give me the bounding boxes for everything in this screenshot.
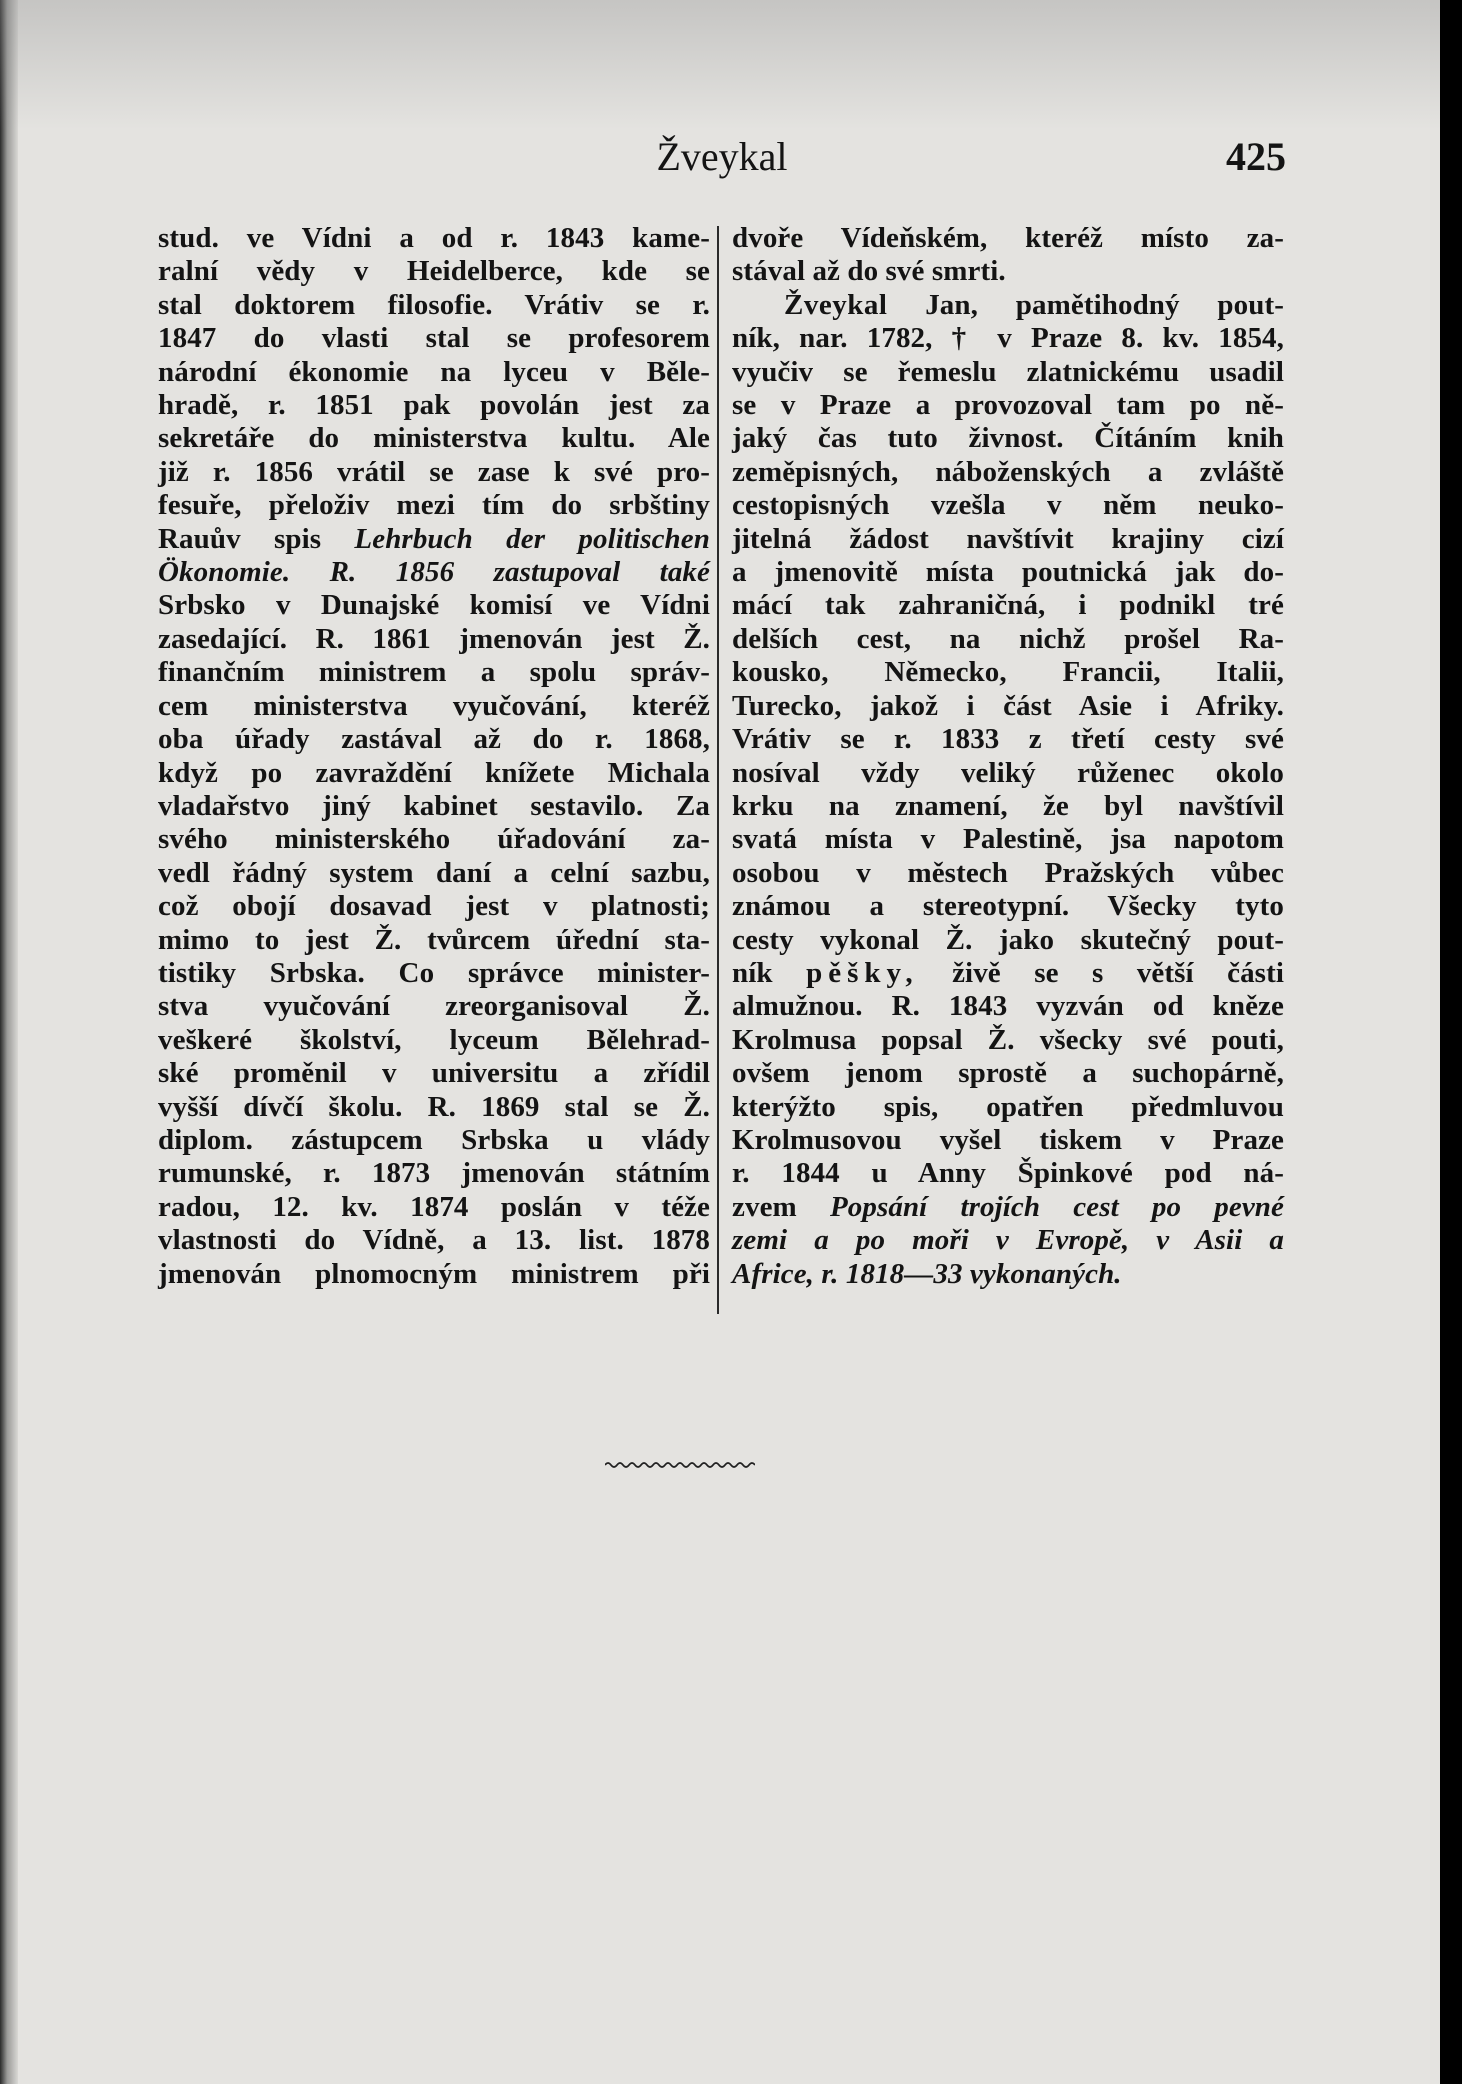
text-line: národní ékonomie na lyceu v Běle-: [158, 355, 710, 388]
text-line: krku na znamení, že byl navštívil: [732, 789, 1284, 822]
text-line: almužnou. R. 1843 vyzván od kněze: [732, 990, 1284, 1023]
text-line: známou a stereotypní. Všecky tyto: [732, 890, 1284, 923]
text-line: což obojí dosavad jest v platnosti;: [158, 890, 710, 923]
text-line: finančním ministrem a spolu správ-: [158, 656, 710, 689]
text-line: rumunské, r. 1873 jmenován státním: [158, 1157, 710, 1190]
text-segment: ník: [732, 956, 773, 989]
text-line: když po zavraždění knížete Michala: [158, 756, 710, 789]
text-line: [732, 1224, 1284, 1257]
text-line: Krolmusa popsal Ž. všecky své pouti,: [732, 1023, 1284, 1056]
book-title: Popsání trojích cest po pevné: [829, 1190, 1284, 1223]
text-line: cestopisných vzešla v něm neuko-: [732, 489, 1284, 522]
entry-headword: Žveykal: [784, 288, 888, 321]
text-line: ovšem jenom sprostě a suchopárně,: [732, 1057, 1284, 1090]
left-column: [158, 222, 710, 1291]
text-line: dvoře Vídeňském, kteréž místo za-: [732, 222, 1284, 254]
text-line: 1847 do vlasti stal se profesorem: [158, 322, 710, 355]
running-title: Žveykal: [656, 134, 788, 179]
text-segment: Ökonomie. R. 1856 zastupoval také: [158, 556, 710, 589]
text-line: vlastnosti do Vídně, a 13. list. 1878: [158, 1224, 710, 1257]
text-line: vyšší dívčí školu. R. 1869 stal se Ž.: [158, 1090, 710, 1123]
book-title: Lehrbuch der politischen: [354, 522, 710, 555]
text-line-with-title: [158, 523, 710, 556]
text-line: mimo to jest Ž. tvůrcem úřední sta-: [158, 923, 710, 956]
text-line: se v Praze a provozoval tam po ně-: [732, 389, 1284, 422]
text-line: osobou v městech Pražských vůbec: [732, 856, 1284, 889]
text-line: fesuře, přeloživ mezi tím do srbštiny: [158, 489, 710, 522]
text-line: jmenován plnomocným ministrem při: [158, 1257, 710, 1290]
text-line-with-title: [732, 1191, 1284, 1224]
text-line: stva vyučování zreorganisoval Ž.: [158, 990, 710, 1023]
text-line: sekretáře do ministerstva kultu. Ale: [158, 422, 710, 455]
text-line: vladařstvo jiný kabinet sestavilo. Za: [158, 789, 710, 822]
text-line: vyučiv se řemeslu zlatnickému usadil: [732, 355, 1284, 388]
text-line: cem ministerstva vyučování, kteréž: [158, 689, 710, 722]
entry-first-line: [732, 289, 1284, 322]
text-line: Vrátiv se r. 1833 z třetí cesty své: [732, 723, 1284, 756]
text-segment: Jan, pamětihodný pout-: [925, 288, 1284, 321]
text-line: svatá místa v Palestině, jsa napotom: [732, 823, 1284, 856]
text-line: jaký čas tuto živnost. Čítáním knih: [732, 422, 1284, 455]
text-line: ník, nar. 1782, † v Praze 8. kv. 1854,: [732, 322, 1284, 355]
section-end-rule: [605, 1459, 755, 1471]
text-line: stával až do své smrti.: [732, 255, 1006, 288]
text-line: stud. ve Vídni a od r. 1843 kame-: [158, 222, 710, 254]
text-line: Srbsko v Dunajské komisí ve Vídni: [158, 589, 710, 622]
text-line: radou, 12. kv. 1874 poslán v téže: [158, 1190, 710, 1223]
text-line: jitelná žádost navštívit krajiny cizí: [732, 522, 1284, 555]
text-line: Krolmusovou vyšel tiskem v Praze: [732, 1123, 1284, 1156]
book-title: zemi a po moři v Evropě, v Asii a: [732, 1224, 1284, 1257]
text-segment: zvem: [732, 1190, 797, 1223]
text-line: oba úřady zastával až do r. 1868,: [158, 723, 710, 756]
page-number: 425: [1226, 134, 1286, 179]
text-line: nosíval vždy veliký růženec okolo: [732, 756, 1284, 789]
text-line: mácí tak zahraničná, i podnikl tré: [732, 589, 1284, 622]
column-divider: [717, 226, 719, 1314]
text-line: zeměpisných, náboženských a zvláště: [732, 455, 1284, 488]
text-line: svého ministerského úřadování za-: [158, 823, 710, 856]
text-line: kousko, Německo, Francii, Italii,: [732, 656, 1284, 689]
text-line: již r. 1856 vrátil se zase k své pro-: [158, 455, 710, 488]
text-line: r. 1844 u Anny Špinkové pod ná-: [732, 1157, 1284, 1190]
running-header: [158, 132, 1286, 182]
text-line-spaced: [732, 957, 1284, 990]
text-line: vedl řádný system daní a celní sazbu,: [158, 856, 710, 889]
text-segment: živě se s větší části: [952, 956, 1284, 989]
text-line: stal doktorem filosofie. Vrátiv se r.: [158, 288, 710, 321]
text-line: diplom. zástupcem Srbska u vlády: [158, 1123, 710, 1156]
text-line: [158, 556, 710, 589]
text-line: veškeré školství, lyceum Bělehrad-: [158, 1023, 710, 1056]
spaced-word: pěšky,: [806, 956, 919, 989]
text-line: kterýžto spis, opatřen předmluvou: [732, 1090, 1284, 1123]
text-line: zasedající. R. 1861 jmenován jest Ž.: [158, 622, 710, 655]
right-column: [732, 222, 1284, 1291]
book-title: Africe, r. 1818—33 vykonaných.: [732, 1257, 1122, 1290]
text-line: a jmenovitě místa poutnická jak do-: [732, 556, 1284, 589]
text-line: tistiky Srbska. Co správce minister-: [158, 956, 710, 989]
text-segment: Rauův spis: [158, 522, 322, 555]
text-line: delších cest, na nichž prošel Ra-: [732, 622, 1284, 655]
text-line: hradě, r. 1851 pak povolán jest za: [158, 389, 710, 422]
text-line: [732, 1258, 1284, 1291]
text-line: ské proměnil v universitu a zřídil: [158, 1057, 710, 1090]
text-line: Turecko, jakož i část Asie i Afriky.: [732, 689, 1284, 722]
text-line: cesty vykonal Ž. jako skutečný pout-: [732, 923, 1284, 956]
text-line: ralní vědy v Heidelberce, kde se: [158, 255, 710, 288]
